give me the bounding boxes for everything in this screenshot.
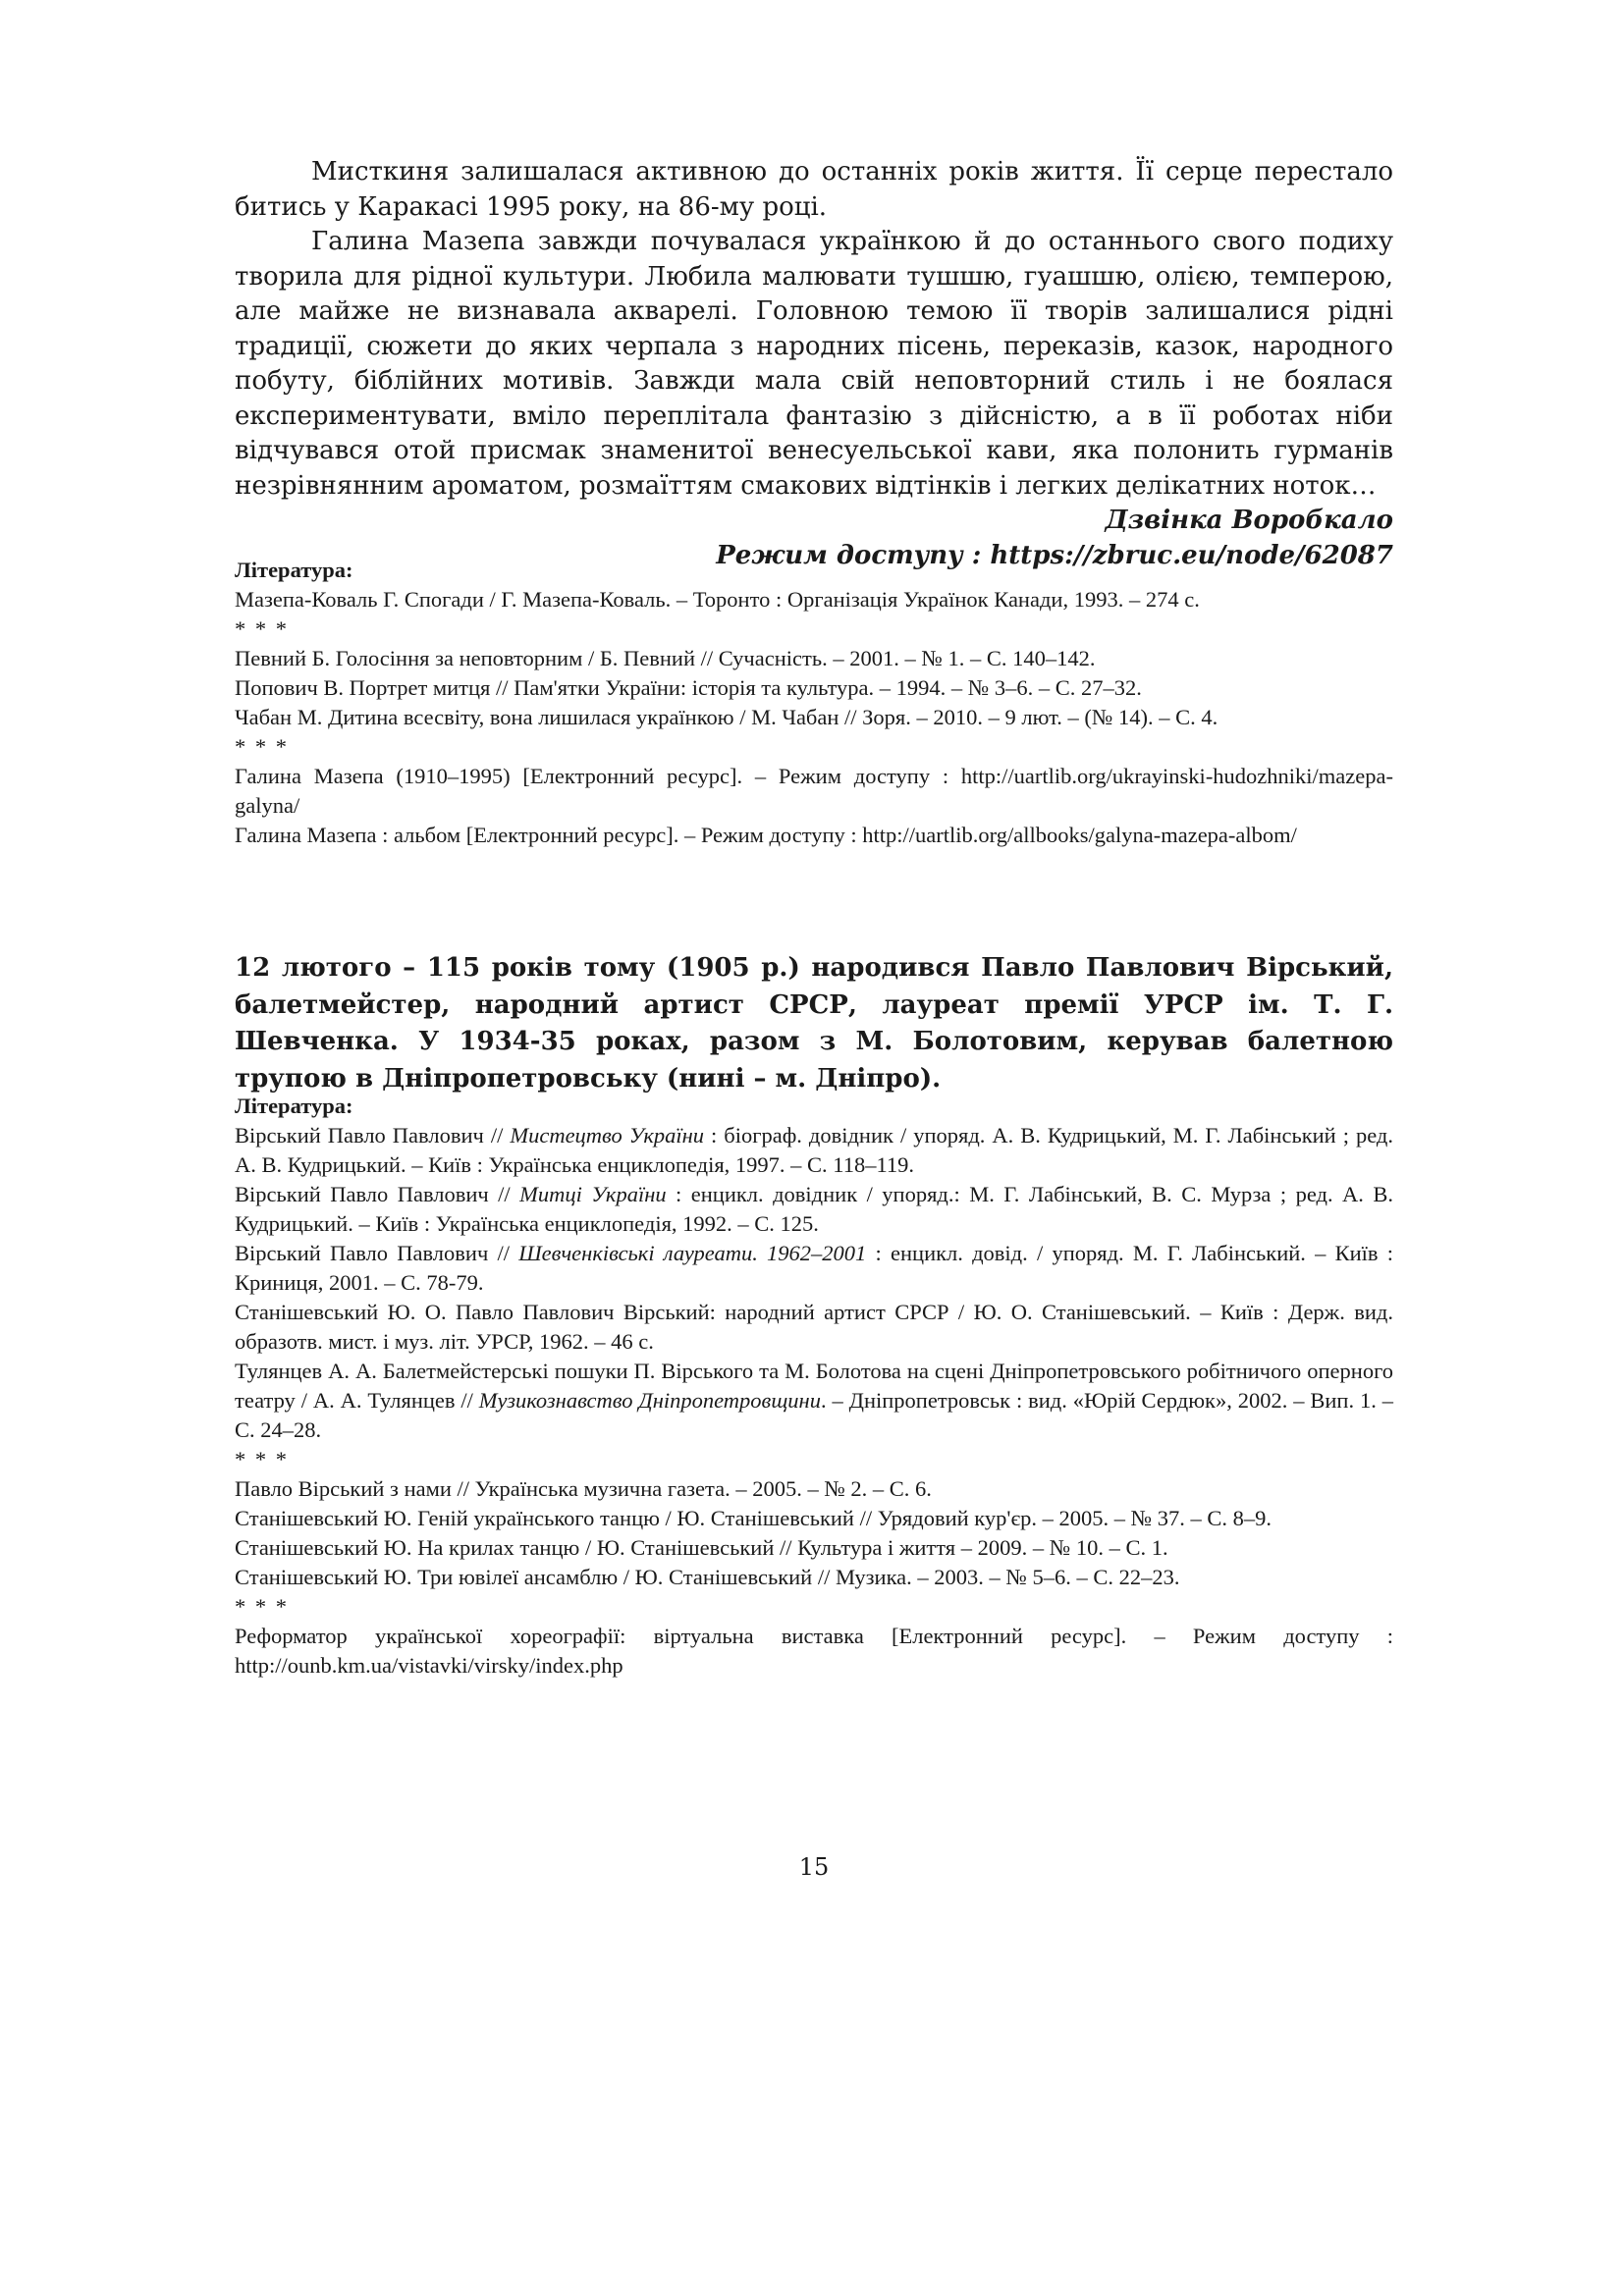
literature-entry: Вірський Павло Павлович // Митці України : енцикл. довідник / упоряд.: М. Г. Лабінський, В. С. Мурза ; ред. А. В. Кудрицький. – Київ : Українська енциклопедія, 1992. – С. 125. [235, 1182, 1393, 1236]
literature-entry: Павло Вірський з нами // Українська музична газета. – 2005. – № 2. – С. 6. [235, 1476, 932, 1501]
intro-paragraph-1: Мисткиня залишалася активною до останніх років життя. Її серце перестало битись у Каракасі 1995 року, на 86-му році. [235, 157, 1393, 222]
article-author: Дзвінка Воробкало [1105, 506, 1393, 535]
literature-entry: Галина Мазепа : альбом [Електронний ресурс]. – Режим доступу : http://uartlib.org/allbooks/galyna-mazepa-albom/ [235, 823, 1297, 847]
literature-entry: Вірський Павло Павлович // Мистецтво України : біограф. довідник / упоряд. А. В. Кудрицький, М. Г. Лабінський ; ред. А. В. Кудрицький. – Київ : Українська енциклопедія, 1997. – С. 118–119. [235, 1123, 1393, 1177]
literature-entry: Попович В. Портрет митця // Пам'ятки України: історія та культура. – 1994. – № 3–6. – С. 27–32. [235, 675, 1142, 700]
page-number: 15 [798, 1853, 830, 1881]
event-heading: 12 лютого – 115 років тому (1905 р.) народився Павло Павлович Вірський, балетмейстер, народний артист СРСР, лауреат премії УРСР ім. Т. Г. Шевченка. У 1934-35 роках, разом з М. Болотовим, керував балетною трупою в Дніпропетровську (нині – м. Дніпро). [235, 953, 1393, 1094]
literature-entry: Мазепа-Коваль Г. Спогади / Г. Мазепа-Коваль. – Торонто : Організація Українок Канади, 1993. – 274 с. [235, 587, 1200, 612]
literature-entry: Станішевський Ю. Три ювілеї ансамблю / Ю. Станішевський // Музика. – 2003. – № 5–6. – С. 22–23. [235, 1565, 1180, 1589]
separator-stars: * * * [235, 734, 289, 759]
literature-entry: Станішевський Ю. Геній українського танцю / Ю. Станішевський // Урядовий кур'єр. – 2005. – № 37. – С. 8–9. [235, 1506, 1272, 1530]
literature-entry: Певний Б. Голосіння за неповторним / Б. Певний // Сучасність. – 2001. – № 1. – С. 140–142. [235, 646, 1096, 670]
literature-entry: Вірський Павло Павлович // Шевченківські лауреати. 1962–2001 : енцикл. довід. / упоряд. М. Г. Лабінський. – Київ : Криниця, 2001. – С. 78-79. [235, 1241, 1393, 1295]
separator-stars: * * * [235, 616, 289, 641]
separator-stars: * * * [235, 1447, 289, 1471]
literature-entry: Тулянцев А. А. Балетмейстерські пошуки П. Вірського та М. Болотова на сцені Дніпропетровського робітничого оперного театру / А. А. Тулянцев // Музикознавство Дніпропетровщини. – Дніпропетровськ : вид. «Юрій Сердюк», 2002. – Вип. 1. – С. 24–28. [235, 1359, 1393, 1442]
article-source: Режим доступу : https://zbruc.eu/node/62087 [716, 540, 1393, 570]
literature-heading: Література: [235, 558, 353, 582]
literature-list-1 [235, 556, 1393, 850]
literature-list-2 [235, 1092, 1393, 1681]
literature-entry: Станішевський Ю. На крилах танцю / Ю. Станішевський // Культура і життя – 2009. – № 10. – С. 1. [235, 1535, 1168, 1560]
literature-entry: Реформатор української хореографії: віртуальна виставка [Електронний ресурс]. – Режим доступу : http://ounb.km.ua/vistavki/virsky/index.php [235, 1624, 1393, 1678]
literature-entry: Галина Мазепа (1910–1995) [Електронний ресурс]. – Режим доступу : http://uartlib.org/ukrayinski-hudozhniki/mazepa-galyna/ [235, 764, 1393, 818]
intro-paragraph-2: Галина Мазепа завжди почувалася українкою й до останнього свого подиху творила для рідної культури. Любила малювати тушшю, гуашшю, олією, темперою, але майже не визнавала акварелі. Головною темою її творів залишалися рідні традиції, сюжети до яких черпала з народних пісень, переказів, казок, народного побуту, біблійних мотивів. Завжди мала свій неповторний стиль і не боялася експериментувати, вміло переплітала фантазію з дійсністю, а в її роботах ніби відчувався отой присмак знаменитої венесуельської кави, яка полонить гурманів незрівнянним ароматом, розмаїттям смакових відтінків і легких делікатних ноток… [235, 227, 1393, 501]
intro-section [235, 155, 1393, 573]
separator-stars: * * * [235, 1594, 289, 1619]
literature-heading: Література: [235, 1094, 353, 1118]
literature-entry: Станішевський Ю. О. Павло Павлович Вірський: народний артист СРСР / Ю. О. Станішевський. – Київ : Держ. вид. образотв. мист. і муз. літ. УРСР, 1962. – 46 с. [235, 1300, 1393, 1354]
literature-entry: Чабан М. Дитина всесвіту, вона лишилася українкою / М. Чабан // Зоря. – 2010. – 9 лют. – (№ 14). – С. 4. [235, 705, 1218, 729]
